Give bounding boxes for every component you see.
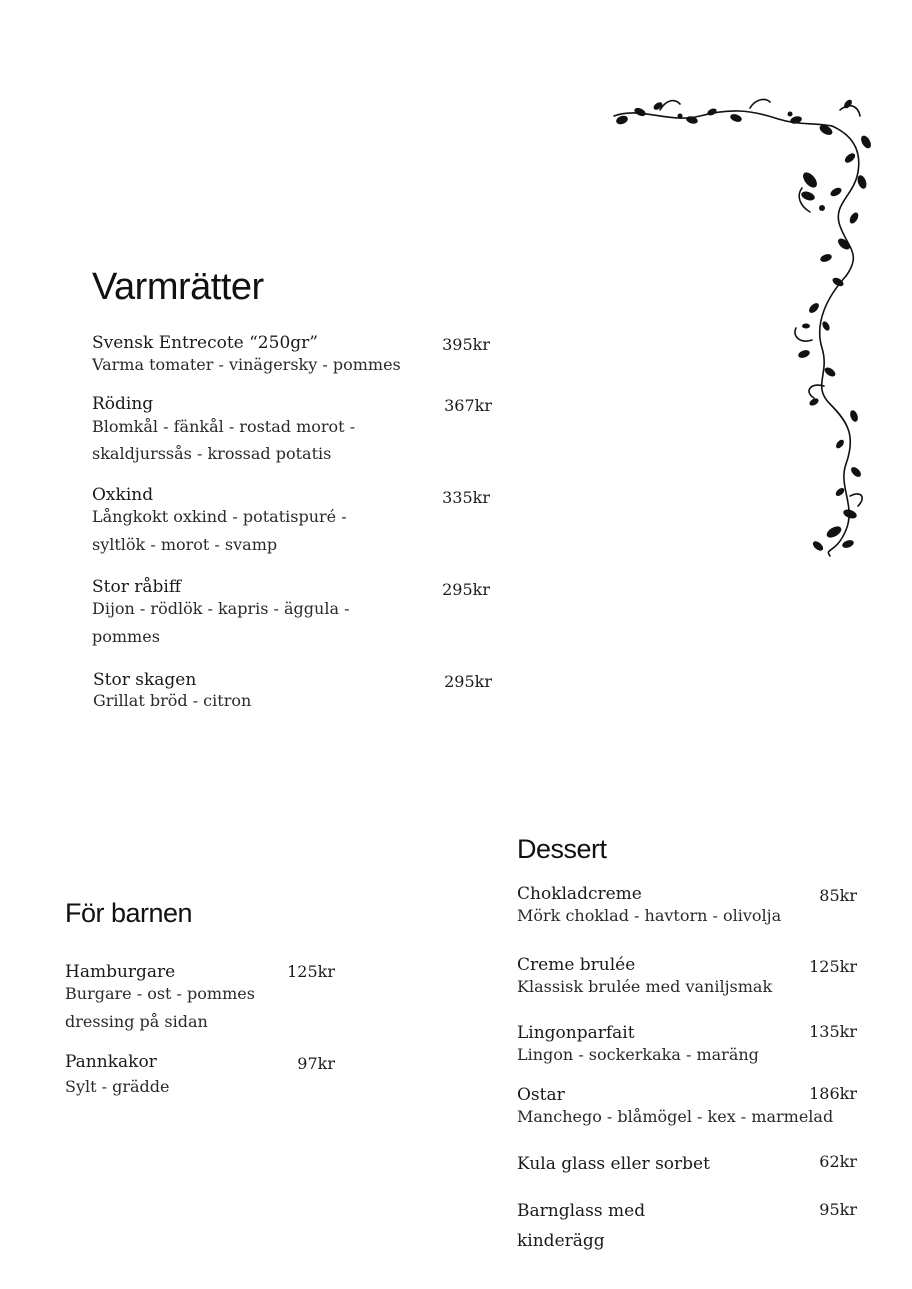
item-description: Sylt - grädde	[65, 1077, 170, 1096]
item-name: Oxkind	[92, 485, 154, 505]
item-description: skaldjurssås - krossad potatis	[92, 444, 332, 463]
item-description: pommes	[92, 627, 160, 646]
item-name: Stor råbiff	[92, 577, 181, 597]
item-description: Långkokt oxkind - potatispuré -	[92, 507, 347, 526]
item-price: 125kr	[809, 957, 857, 976]
item-description: Burgare - ost - pommes	[65, 984, 255, 1003]
item-price: 186kr	[809, 1084, 857, 1103]
item-name: Hamburgare	[65, 962, 176, 982]
item-description: Grillat bröd - citron	[93, 691, 252, 710]
item-name: Röding	[92, 394, 154, 414]
item-price: 62kr	[819, 1152, 857, 1171]
section-heading-varmratter: Varmrätter	[92, 266, 264, 308]
item-price: 395kr	[442, 335, 490, 354]
item-description: Varma tomater - vinägersky - pommes	[92, 355, 401, 374]
item-description: Blomkål - fänkål - rostad morot -	[92, 417, 356, 436]
item-name: Svensk Entrecote “250gr”	[92, 333, 318, 353]
item-name: Pannkakor	[65, 1052, 157, 1072]
item-name: Kula glass eller sorbet	[517, 1154, 710, 1174]
item-name-continued: kinderägg	[517, 1231, 605, 1251]
item-price: 295kr	[444, 672, 492, 691]
item-name: Creme brulée	[517, 955, 636, 975]
item-name: Chokladcreme	[517, 884, 642, 904]
item-price: 135kr	[809, 1022, 857, 1041]
item-name: Ostar	[517, 1085, 565, 1105]
section-heading-barnen: För barnen	[65, 898, 193, 928]
section-heading-dessert: Dessert	[517, 834, 607, 864]
item-price: 95kr	[819, 1200, 857, 1219]
item-description: syltlök - morot - svamp	[92, 535, 278, 554]
item-price: 367kr	[444, 396, 492, 415]
item-price: 295kr	[442, 580, 490, 599]
item-name: Barnglass med	[517, 1201, 646, 1221]
item-name: Lingonparfait	[517, 1023, 635, 1043]
item-description: Klassisk brulée med vaniljsmak	[517, 977, 773, 996]
floral-vine-icon	[600, 86, 890, 566]
item-price: 85kr	[819, 886, 857, 905]
item-description: Mörk choklad - havtorn - olivolja	[517, 906, 782, 925]
item-price: 335kr	[442, 488, 490, 507]
item-description: Lingon - sockerkaka - maräng	[517, 1045, 759, 1064]
item-price: 125kr	[287, 962, 335, 981]
item-description: dressing på sidan	[65, 1012, 208, 1031]
item-name: Stor skagen	[93, 670, 197, 690]
item-price: 97kr	[297, 1054, 335, 1073]
item-description: Dijon - rödlök - kapris - äggula -	[92, 599, 350, 618]
item-description: Manchego - blåmögel - kex - marmelad	[517, 1107, 834, 1126]
